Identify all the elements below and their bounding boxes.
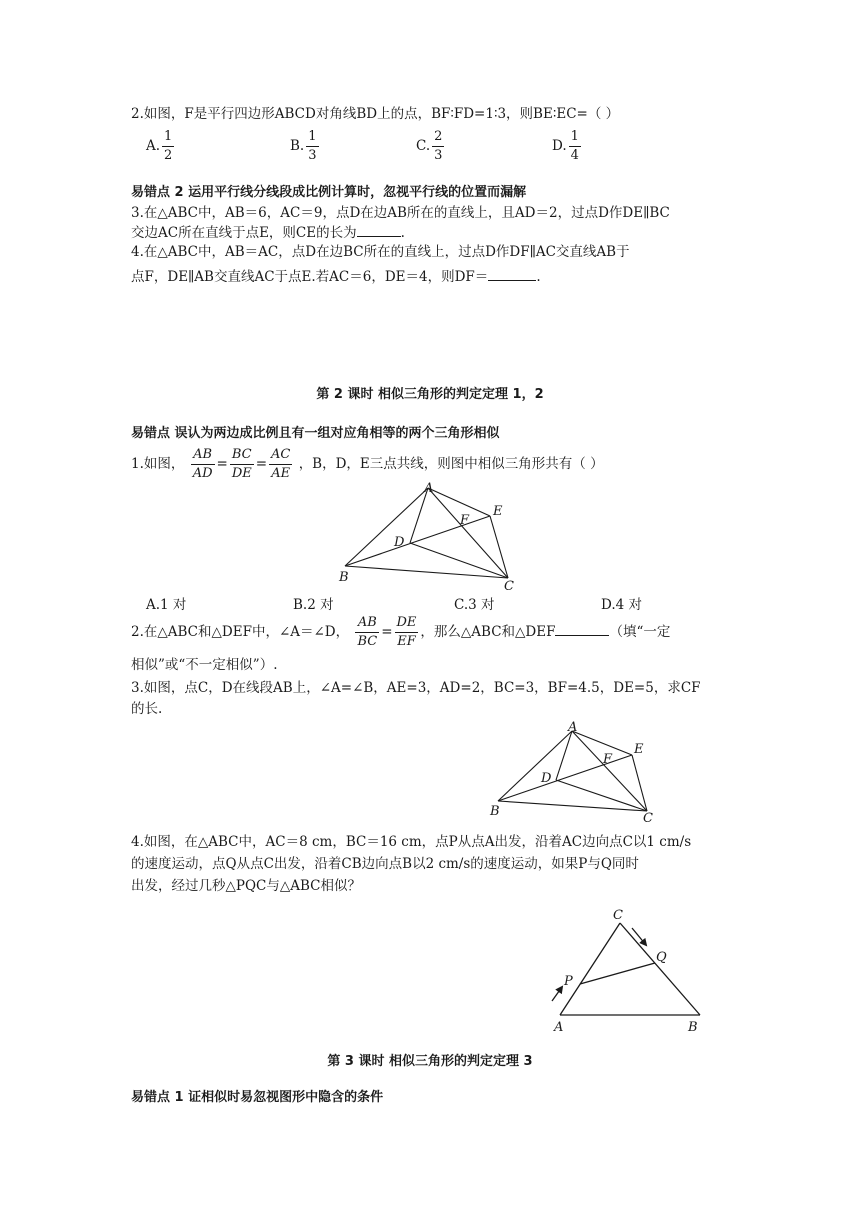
lesson-3-title: 第 3 课时 相似三角形的判定定理 3	[327, 1054, 533, 1069]
lesson-2-question-2-line-2: 相似”或“不一定相似”）.	[131, 657, 278, 673]
option-d-numerator: 1	[569, 128, 581, 147]
option-a	[146, 128, 176, 165]
figure-2-triangles	[482, 715, 662, 823]
question-4-line-1: 4.在△ABC中，AB＝AC，点D在边BC所在的直线上，过点D作DF∥AC交直线AB于	[131, 244, 630, 260]
fig1-segment-bc	[345, 566, 508, 578]
option-d-denominator: 4	[570, 148, 579, 163]
option-a-denominator: 2	[164, 148, 173, 163]
fig2-label-b: B	[490, 804, 500, 819]
fig2-segment-bc	[498, 801, 647, 811]
option-a-prefix: A.	[146, 138, 161, 154]
question-3-text: 交边AC所在直线于点E，则CE的长为	[131, 225, 357, 241]
q1-fraction-1-num: AB	[191, 446, 215, 465]
q2-fraction-1	[355, 614, 379, 651]
option-c-numerator: 2	[432, 128, 444, 147]
answer-blank-df[interactable]	[488, 266, 536, 281]
q2-suffix-b: （填“一定	[609, 624, 671, 640]
lesson-2-question-3-line-1: 3.如图，点C，D在线段AB上，∠A=∠B，AE=3，AD=2，BC=3，BF=4.5，DE=5，求CF	[131, 680, 701, 696]
q1-fraction-3-den: AE	[271, 466, 291, 481]
q1-suffix: ，B，D，E三点共线，则图中相似三角形共有（ ）	[298, 456, 604, 472]
q1-prefix: 1.如图，	[131, 456, 185, 472]
fig1-segment-dc	[410, 543, 508, 578]
question-2-parallelogram: 2.如图，F是平行四边形ABCD对角线BD上的点，BF∶FD=1∶3，则BE∶EC=（ ）	[131, 106, 620, 122]
q2-prefix: 2.在△ABC和△DEF中，∠A＝∠D，	[131, 624, 350, 640]
option-d-prefix: D.	[552, 138, 567, 154]
question-3-line-2	[131, 222, 405, 243]
fig3-arrow-q-direction	[632, 928, 646, 945]
option-b	[290, 128, 321, 165]
lesson-3-error-heading: 易错点 1 证相似时易忽视图形中隐含的条件	[131, 1090, 384, 1105]
lesson-2-question-4-line-1: 4.如图，在△ABC中，AC＝8 cm，BC＝16 cm，点P从点A出发，沿着AC边向点C以1 cm/s	[131, 834, 692, 850]
q1-fraction-2	[230, 446, 254, 483]
question-4-line-2	[131, 266, 541, 287]
fig2-label-f: F	[603, 752, 613, 767]
option-d-fraction	[569, 128, 581, 165]
question-4-end: .	[536, 269, 541, 285]
fig1-label-b: B	[339, 570, 349, 585]
error-point-2-heading: 易错点 2 运用平行线分线段成比例计算时，忽视平行线的位置而漏解	[131, 185, 527, 200]
option-b-prefix: B.	[290, 138, 305, 154]
question-3-end: .	[400, 225, 405, 241]
q2-fraction-2-den: EF	[397, 634, 416, 649]
q1-option-d: D.4 对	[601, 597, 643, 613]
q1-fraction-3	[269, 446, 292, 483]
q2-equals: =	[381, 624, 393, 640]
lesson-2-question-4-line-3: 出发，经过几秒△PQC与△ABC相似？	[131, 878, 361, 894]
q1-fraction-3-num: AC	[269, 446, 292, 465]
option-c	[416, 128, 446, 165]
fig3-label-b: B	[688, 1020, 698, 1035]
lesson-2-question-4-line-2: 的速度运动，点Q从点C出发，沿着CB边向点B以2 cm/s的速度运动，如果P与Q同时	[131, 856, 639, 872]
fig3-label-q: Q	[656, 950, 667, 965]
q2-suffix-a: ，那么△ABC和△DEF	[420, 624, 556, 640]
lesson-2-question-3-line-2: 的长.	[131, 701, 163, 717]
q1-option-a: A.1 对	[146, 597, 187, 613]
q2-fraction-2-num: DE	[395, 614, 419, 633]
q1-fraction-2-num: BC	[230, 446, 254, 465]
figure-1-triangles	[330, 478, 530, 594]
q2-fraction-1-den: BC	[357, 634, 378, 649]
q1-equals-1: =	[216, 456, 228, 472]
q1-fraction-1	[191, 446, 215, 483]
fig2-label-a: A	[568, 720, 578, 735]
q1-option-c: C.3 对	[454, 597, 495, 613]
option-d	[552, 128, 583, 165]
fig3-label-p: P	[564, 974, 573, 989]
q2-fraction-1-num: AB	[355, 614, 379, 633]
option-b-denominator: 3	[308, 148, 317, 163]
answer-blank-ce[interactable]	[357, 222, 401, 237]
fig2-label-e: E	[634, 742, 644, 757]
fig1-label-e: E	[493, 504, 503, 519]
lesson-2-error-heading: 易错点 误认为两边成比例且有一组对应角相等的两个三角形相似	[131, 426, 500, 441]
fig3-segment-ac	[560, 923, 620, 1015]
fig1-label-d: D	[394, 535, 405, 550]
fig2-segment-ae	[572, 731, 632, 755]
fig1-label-c: C	[504, 579, 514, 594]
q1-fraction-2-den: DE	[231, 466, 252, 481]
option-b-fraction	[306, 128, 318, 165]
fig1-label-f: F	[460, 513, 470, 528]
q1-fraction-1-den: AD	[192, 466, 213, 481]
option-c-fraction	[432, 128, 444, 165]
option-c-prefix: C.	[416, 138, 431, 154]
question-4-text: 点F，DE∥AB交直线AC于点E.若AC＝6，DE＝4，则DF＝	[131, 269, 489, 285]
fig1-segment-ae	[428, 488, 490, 516]
option-a-numerator: 1	[162, 128, 174, 147]
q2-fraction-2	[395, 614, 419, 651]
fig1-label-a: A	[424, 481, 434, 496]
option-a-fraction	[162, 128, 174, 165]
lesson-2-question-2-line-1	[131, 614, 670, 651]
fig3-label-a: A	[554, 1020, 564, 1035]
lesson-2-title: 第 2 课时 相似三角形的判定定理 1，2	[316, 387, 544, 402]
fig2-label-c: C	[643, 811, 653, 823]
fig2-label-d: D	[541, 771, 552, 786]
figure-3-triangle-pqc	[540, 905, 720, 1035]
option-b-numerator: 1	[306, 128, 318, 147]
question-3-line-1: 3.在△ABC中，AB＝6，AC＝9，点D在边AB所在的直线上，且AD＝2，过点D作DE∥BC	[131, 205, 670, 221]
q1-equals-2: =	[255, 456, 268, 472]
fig3-label-c: C	[613, 908, 623, 923]
q1-option-b: B.2 对	[293, 597, 334, 613]
answer-blank-similar[interactable]	[555, 621, 609, 636]
option-c-denominator: 3	[434, 148, 443, 163]
fig3-arrow-p-direction	[552, 987, 562, 1001]
